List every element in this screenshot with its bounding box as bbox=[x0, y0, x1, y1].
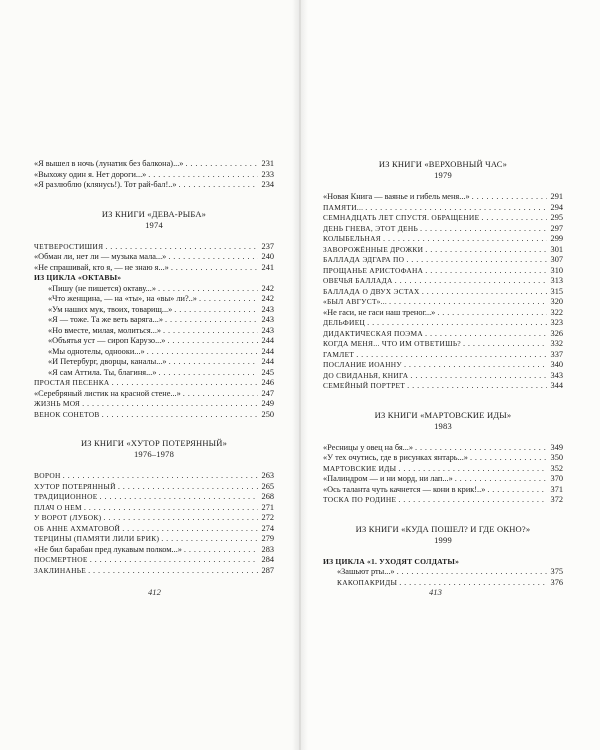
right-page bbox=[301, 0, 600, 750]
toc-entry bbox=[323, 453, 563, 464]
toc-entry-title: КАКОПАКРИДЫ bbox=[337, 577, 398, 587]
dot-leader bbox=[185, 159, 258, 170]
dot-leader bbox=[463, 339, 547, 350]
dot-leader bbox=[415, 443, 547, 454]
section-heading bbox=[34, 209, 274, 231]
toc-entry-page: 237 bbox=[261, 241, 274, 251]
dot-leader bbox=[383, 234, 547, 245]
toc-entry-title: ОБ АННЕ АХМАТОВОЙ bbox=[34, 523, 121, 533]
toc-entry-title: ИЗ ЦИКЛА «1. УХОДЯТ СОЛДАТЫ» bbox=[323, 556, 460, 566]
toc-entry-page: 343 bbox=[550, 370, 563, 380]
dot-leader bbox=[171, 263, 258, 274]
dot-leader bbox=[397, 567, 547, 578]
dot-leader bbox=[105, 242, 258, 253]
right-toc-column bbox=[323, 159, 563, 588]
dot-leader bbox=[199, 294, 258, 305]
toc-entry-page: 310 bbox=[550, 265, 563, 275]
toc-entry bbox=[323, 318, 563, 329]
dot-leader bbox=[425, 266, 547, 277]
toc-entry-title: ЖИЗНЬ МОЯ bbox=[34, 399, 81, 408]
toc-entry-title: СЕМЕЙНЫЙ ПОРТРЕТ bbox=[323, 381, 406, 390]
dot-leader bbox=[425, 329, 547, 340]
toc-entry-title: «Зашьют рты...» bbox=[337, 567, 395, 576]
section-year: 1983 bbox=[434, 420, 452, 431]
toc-entry-page: 297 bbox=[550, 223, 563, 233]
toc-entry-page: 372 bbox=[550, 495, 563, 504]
left-top-lines bbox=[34, 159, 274, 191]
toc-entry-title: «Серебряный листик на красной стене...» bbox=[34, 388, 181, 398]
toc-entry bbox=[323, 329, 563, 340]
toc-entry-page: 283 bbox=[261, 544, 274, 554]
toc-entry-title: «Не бил барабан пред лукавым полком...» bbox=[34, 544, 182, 554]
dot-leader bbox=[63, 471, 258, 482]
toc-entry-title: У ВОРОТ (ЛУБОК) bbox=[34, 513, 102, 522]
toc-entry bbox=[34, 389, 274, 400]
dot-leader bbox=[472, 192, 547, 203]
toc-entry-title: «Я вышел в ночь (лунатик без балкона)...» bbox=[34, 159, 184, 168]
toc-entry bbox=[323, 245, 563, 256]
toc-entry-title: «Но вместе, милая, молиться...» bbox=[48, 325, 162, 335]
toc-entry-page: 344 bbox=[550, 381, 563, 390]
toc-entry-title: ДЕНЬ ГНЕВА, ЭТОТ ДЕНЬ bbox=[323, 223, 419, 233]
toc-entry-title: ИЗ ЦИКЛА «ОКТАВЫ» bbox=[34, 273, 122, 282]
dot-leader bbox=[437, 308, 547, 319]
toc-entry-page: 299 bbox=[550, 234, 563, 243]
toc-entry bbox=[323, 350, 563, 361]
toc-entry bbox=[323, 266, 563, 277]
dot-leader bbox=[163, 326, 258, 337]
dot-leader bbox=[399, 578, 547, 589]
toc-entry-title: ЗАКЛИНАНЬЕ bbox=[34, 565, 87, 575]
dot-leader bbox=[406, 255, 547, 266]
toc-entry-title: «Что женщина, — на «ты», на «вы» ли?..» bbox=[48, 294, 197, 303]
toc-entry bbox=[323, 308, 563, 319]
section-year: 1979 bbox=[434, 170, 452, 180]
toc-entry-title: ПАМЯТИ... bbox=[323, 202, 364, 212]
toc-entry bbox=[323, 485, 563, 496]
toc-entry bbox=[34, 252, 274, 263]
toc-entry-page: 243 bbox=[261, 315, 274, 324]
toc-entry-title: «Объятья уст — сироп Карузо...» bbox=[48, 336, 166, 345]
toc-entry-page: 332 bbox=[550, 339, 563, 348]
section-entries bbox=[323, 557, 563, 589]
toc-entry bbox=[34, 170, 274, 181]
dot-leader bbox=[148, 170, 258, 181]
toc-entry-page: 370 bbox=[550, 474, 563, 483]
toc-entry-page: 242 bbox=[261, 294, 274, 303]
dot-leader bbox=[158, 284, 258, 295]
toc-entry bbox=[323, 464, 563, 475]
toc-entry bbox=[34, 534, 274, 545]
toc-entry-title: ОВЕЧЬЯ БАЛЛАДА bbox=[323, 276, 393, 285]
dot-leader bbox=[481, 213, 547, 224]
toc-entry-page: 244 bbox=[261, 336, 274, 345]
toc-entry bbox=[34, 305, 274, 316]
page-number: 413 bbox=[429, 587, 442, 597]
toc-entry-title: БАЛЛАДА О ДВУХ ЭСТАХ bbox=[323, 286, 420, 296]
toc-entry-page: 307 bbox=[550, 255, 563, 264]
dot-leader bbox=[161, 534, 258, 545]
toc-entry bbox=[34, 357, 274, 368]
dot-leader bbox=[82, 399, 258, 410]
toc-entry bbox=[323, 192, 563, 203]
toc-entry-page: 284 bbox=[261, 555, 274, 564]
dot-leader bbox=[122, 524, 258, 535]
toc-entry bbox=[34, 336, 274, 347]
toc-entry-page: 294 bbox=[550, 202, 563, 212]
dot-leader bbox=[365, 203, 547, 214]
toc-entry-page: 268 bbox=[261, 492, 274, 501]
section-title: ИЗ КНИГИ «МАРТОВСКИЕ ИДЫ» bbox=[374, 409, 512, 420]
toc-entry bbox=[34, 555, 274, 566]
toc-entry-page: 244 bbox=[261, 346, 274, 356]
left-page bbox=[0, 0, 299, 750]
toc-entry-title: «Ресницы у овец на бя...» bbox=[323, 442, 414, 452]
dot-leader bbox=[102, 410, 258, 421]
dot-leader bbox=[183, 389, 258, 400]
toc-entry bbox=[323, 567, 563, 578]
dot-leader bbox=[407, 381, 547, 392]
dot-leader bbox=[398, 495, 547, 506]
toc-entry bbox=[34, 368, 274, 379]
dot-leader bbox=[100, 492, 258, 503]
toc-entry bbox=[34, 566, 274, 577]
toc-entry-title: «И Петербург, дворцы, каналы...» bbox=[48, 357, 167, 366]
toc-entry-page: 274 bbox=[261, 523, 274, 533]
toc-entry-title: ТРАДИЦИОННОЕ bbox=[34, 492, 98, 501]
toc-entry-page: 376 bbox=[550, 577, 563, 587]
toc-entry-page: 323 bbox=[550, 318, 563, 327]
toc-entry-page: 313 bbox=[550, 276, 563, 285]
toc-entry bbox=[323, 224, 563, 235]
toc-entry-page: 242 bbox=[261, 283, 274, 293]
toc-entry-page: 352 bbox=[550, 463, 563, 473]
toc-entry-title: «Новая Книга — ваянье и гибель меня...» bbox=[323, 192, 470, 201]
section-year: 1976–1978 bbox=[133, 449, 175, 459]
toc-entry bbox=[34, 159, 274, 170]
toc-entry-page: 243 bbox=[261, 304, 274, 314]
toc-entry-title: БАЛЛАДА ЭДГАРА ПО bbox=[323, 255, 405, 264]
toc-entry-title: ЧЕТВЕРОСТИШИЯ bbox=[34, 241, 104, 251]
toc-entry-page: 350 bbox=[550, 453, 563, 462]
section-entries bbox=[34, 242, 274, 421]
dot-leader bbox=[112, 378, 258, 389]
toc-entry-page: 322 bbox=[550, 307, 563, 317]
toc-entry bbox=[34, 326, 274, 337]
section-entries bbox=[34, 471, 274, 576]
toc-entry-title: «Мы однотелы, однооки...» bbox=[48, 346, 145, 356]
toc-entry bbox=[34, 263, 274, 274]
book-gutter bbox=[292, 0, 308, 750]
toc-entry-title: «БЫЛ АВГУСТ»... bbox=[323, 297, 388, 306]
toc-entry-title: ЗАВОРОЖЁННЫЕ ДРОЖКИ bbox=[323, 244, 424, 254]
section-heading bbox=[323, 410, 563, 432]
toc-entry bbox=[34, 399, 274, 410]
toc-entry bbox=[34, 471, 274, 482]
dot-leader bbox=[184, 545, 258, 556]
toc-entry bbox=[323, 360, 563, 371]
dot-leader bbox=[425, 245, 547, 256]
dot-leader bbox=[455, 474, 547, 485]
toc-entry bbox=[34, 378, 274, 389]
toc-entry-page: 291 bbox=[550, 192, 563, 201]
section-title: ИЗ КНИГИ «ВЕРХОВНЫЙ ЧАС» bbox=[378, 159, 508, 169]
toc-entry-title: ДИДАКТИЧЕСКАЯ ПОЭМА bbox=[323, 328, 423, 338]
toc-entry-page: 240 bbox=[261, 252, 274, 261]
toc-entry bbox=[323, 578, 563, 589]
toc-entry bbox=[323, 339, 563, 350]
toc-entry-page: 243 bbox=[261, 325, 274, 335]
page-number: 412 bbox=[148, 587, 161, 597]
toc-entry-page: 301 bbox=[550, 244, 563, 254]
toc-entry-page: 249 bbox=[261, 399, 274, 408]
toc-entry-title: КОЛЫБЕЛЬНАЯ bbox=[323, 234, 381, 243]
toc-entry bbox=[34, 242, 274, 253]
toc-entry-page: 371 bbox=[550, 484, 563, 494]
section-title: ИЗ КНИГИ «КУДА ПОШЕЛ? И ГДЕ ОКНО?» bbox=[355, 523, 531, 534]
dot-leader bbox=[167, 336, 258, 347]
toc-entry-page: 231 bbox=[261, 159, 274, 168]
toc-entry-title: «Палиндром — и ни морд, ни лап...» bbox=[323, 474, 453, 483]
toc-entry-title: «Выхожу один я. Нет дороги...» bbox=[34, 169, 147, 179]
toc-entry bbox=[34, 503, 274, 514]
toc-entry-page: 337 bbox=[550, 349, 563, 359]
toc-entry bbox=[323, 287, 563, 298]
dot-leader bbox=[179, 180, 258, 191]
section-entries bbox=[323, 443, 563, 506]
toc-entry bbox=[34, 545, 274, 556]
section-title: ИЗ КНИГИ «ДЕВА-РЫБА» bbox=[101, 208, 207, 219]
toc-entry-page: 320 bbox=[550, 297, 563, 306]
toc-entry-title: ДО СВИДАНЬЯ, КНИГА bbox=[323, 370, 409, 380]
toc-entry bbox=[34, 513, 274, 524]
dot-leader bbox=[398, 464, 547, 475]
dot-leader bbox=[84, 503, 258, 514]
toc-entry-title: ВЕНОК СОНЕТОВ bbox=[34, 409, 100, 419]
section-entries bbox=[323, 192, 563, 392]
toc-entry bbox=[34, 347, 274, 358]
toc-entry bbox=[323, 474, 563, 485]
toc-entry-title: ДЕЛЬФИЕЦ bbox=[323, 318, 366, 327]
dot-leader bbox=[158, 368, 258, 379]
toc-entry-title: ТОСКА ПО РОДИНЕ bbox=[323, 495, 397, 504]
dot-leader bbox=[356, 350, 547, 361]
toc-entry-page: 315 bbox=[550, 286, 563, 296]
toc-entry-title: «Я — тоже. Та же веть варяга...» bbox=[48, 315, 163, 324]
toc-entry-title: «У тех очутись, где в рисунках янтарь...» bbox=[323, 453, 468, 462]
dot-leader bbox=[174, 305, 258, 316]
toc-entry-page: 246 bbox=[261, 378, 274, 387]
toc-entry-page: 265 bbox=[261, 481, 274, 491]
toc-entry-title: ПЛАЧ О НЕМ bbox=[34, 502, 82, 512]
toc-entry-title: «Я сам Аттила. Ты, благиня...» bbox=[48, 367, 157, 377]
toc-entry bbox=[34, 180, 274, 191]
dot-leader bbox=[410, 371, 547, 382]
toc-entry-title: ПРОСТАЯ ПЕСЕНКА bbox=[34, 378, 110, 387]
left-toc-column bbox=[34, 159, 274, 576]
dot-leader bbox=[118, 482, 258, 493]
toc-entry-title: «Ось таланта чуть качнется — кони в крик!..» bbox=[323, 484, 486, 494]
toc-entry-page: 295 bbox=[550, 213, 563, 222]
dot-leader bbox=[422, 287, 547, 298]
dot-leader bbox=[169, 357, 258, 368]
toc-entry bbox=[34, 482, 274, 493]
toc-entry-title: ПОСМЕРТНОЕ bbox=[34, 555, 88, 564]
toc-entry bbox=[323, 255, 563, 266]
dot-leader bbox=[168, 252, 258, 263]
toc-entry-page: 247 bbox=[261, 388, 274, 398]
section-heading bbox=[34, 438, 274, 460]
toc-entry-page: 250 bbox=[261, 409, 274, 419]
toc-entry bbox=[34, 410, 274, 421]
toc-entry bbox=[323, 213, 563, 224]
section-year: 1974 bbox=[145, 219, 163, 230]
dot-leader bbox=[103, 513, 258, 524]
toc-entry-page: 271 bbox=[261, 502, 274, 512]
toc-entry-page: 326 bbox=[550, 328, 563, 338]
toc-entry bbox=[323, 297, 563, 308]
toc-entry-title: «Не спрашивай, кто я, — не знаю я...» bbox=[34, 262, 169, 272]
toc-entry-page: 340 bbox=[550, 360, 563, 369]
dot-leader bbox=[147, 347, 258, 358]
section-year: 1999 bbox=[434, 534, 452, 545]
toc-entry-title: СЕМНАДЦАТЬ ЛЕТ СПУСТЯ. ОБРАЩЕНИЕ bbox=[323, 213, 480, 222]
toc-entry-title: «Ум наших мук, твоих, товарищ...» bbox=[48, 304, 173, 314]
toc-entry-page: 375 bbox=[550, 567, 563, 576]
toc-entry bbox=[34, 284, 274, 295]
toc-entry-page: 272 bbox=[261, 513, 274, 522]
toc-entry-title: ПОСЛАНИЕ ИОАННУ bbox=[323, 360, 402, 369]
toc-entry-title: КОГДА МЕНЯ... ЧТО ИМ ОТВЕТИШЬ? bbox=[323, 339, 461, 348]
toc-entry bbox=[323, 203, 563, 214]
toc-entry-page: 241 bbox=[261, 262, 274, 272]
toc-entry-title: МАРТОВСКИЕ ИДЫ bbox=[323, 463, 397, 473]
toc-entry bbox=[323, 495, 563, 506]
toc-entry-title: ПРОЩАНЬЕ АРИСТОФАНА bbox=[323, 265, 424, 275]
dot-leader bbox=[404, 360, 547, 371]
dot-leader bbox=[90, 555, 258, 566]
toc-entry-page: 244 bbox=[261, 357, 274, 366]
toc-entry bbox=[323, 443, 563, 454]
toc-entry-page: 245 bbox=[261, 367, 274, 377]
toc-entry-title: «Обман ли, нет ли — музыка мала...» bbox=[34, 252, 167, 261]
toc-entry-page: 233 bbox=[261, 169, 274, 179]
toc-entry-page: 263 bbox=[261, 471, 274, 480]
toc-entry-title: «Не гаси, не гаси наш треног...» bbox=[323, 307, 436, 317]
toc-entry-page: 279 bbox=[261, 534, 274, 543]
toc-entry bbox=[34, 524, 274, 535]
toc-entry-title: «Я разлюблю (клянусь!). Тот рай-бал!..» bbox=[34, 180, 177, 189]
toc-entry-title: «Пишу (не пишется) октаву...» bbox=[48, 283, 156, 293]
toc-entry-page: 234 bbox=[261, 180, 274, 189]
toc-entry bbox=[34, 294, 274, 305]
toc-entry bbox=[34, 315, 274, 326]
toc-entry bbox=[34, 273, 274, 284]
toc-entry bbox=[323, 276, 563, 287]
section-heading bbox=[323, 524, 563, 546]
toc-entry bbox=[323, 557, 563, 568]
toc-entry-title: ГАМЛЕТ bbox=[323, 349, 355, 359]
toc-entry bbox=[34, 492, 274, 503]
dot-leader bbox=[165, 315, 258, 326]
dot-leader bbox=[420, 224, 547, 235]
dot-leader bbox=[88, 566, 258, 577]
toc-entry-title: ТЕРЦИНЫ (ПАМЯТИ ЛИЛИ БРИК) bbox=[34, 534, 160, 543]
dot-leader bbox=[487, 485, 547, 496]
toc-entry bbox=[323, 381, 563, 392]
section-heading bbox=[323, 159, 563, 181]
toc-entry-page: 287 bbox=[261, 565, 274, 575]
toc-entry-title: ВОРОН bbox=[34, 471, 61, 480]
toc-entry-page: 349 bbox=[550, 442, 563, 452]
toc-entry-title: ХУТОР ПОТЕРЯННЫЙ bbox=[34, 481, 116, 491]
section-title: ИЗ КНИГИ «ХУТОР ПОТЕРЯННЫЙ» bbox=[80, 438, 228, 448]
dot-leader bbox=[367, 318, 547, 329]
dot-leader bbox=[395, 276, 547, 287]
toc-entry bbox=[323, 371, 563, 382]
toc-entry bbox=[323, 234, 563, 245]
dot-leader bbox=[389, 297, 547, 308]
dot-leader bbox=[470, 453, 547, 464]
